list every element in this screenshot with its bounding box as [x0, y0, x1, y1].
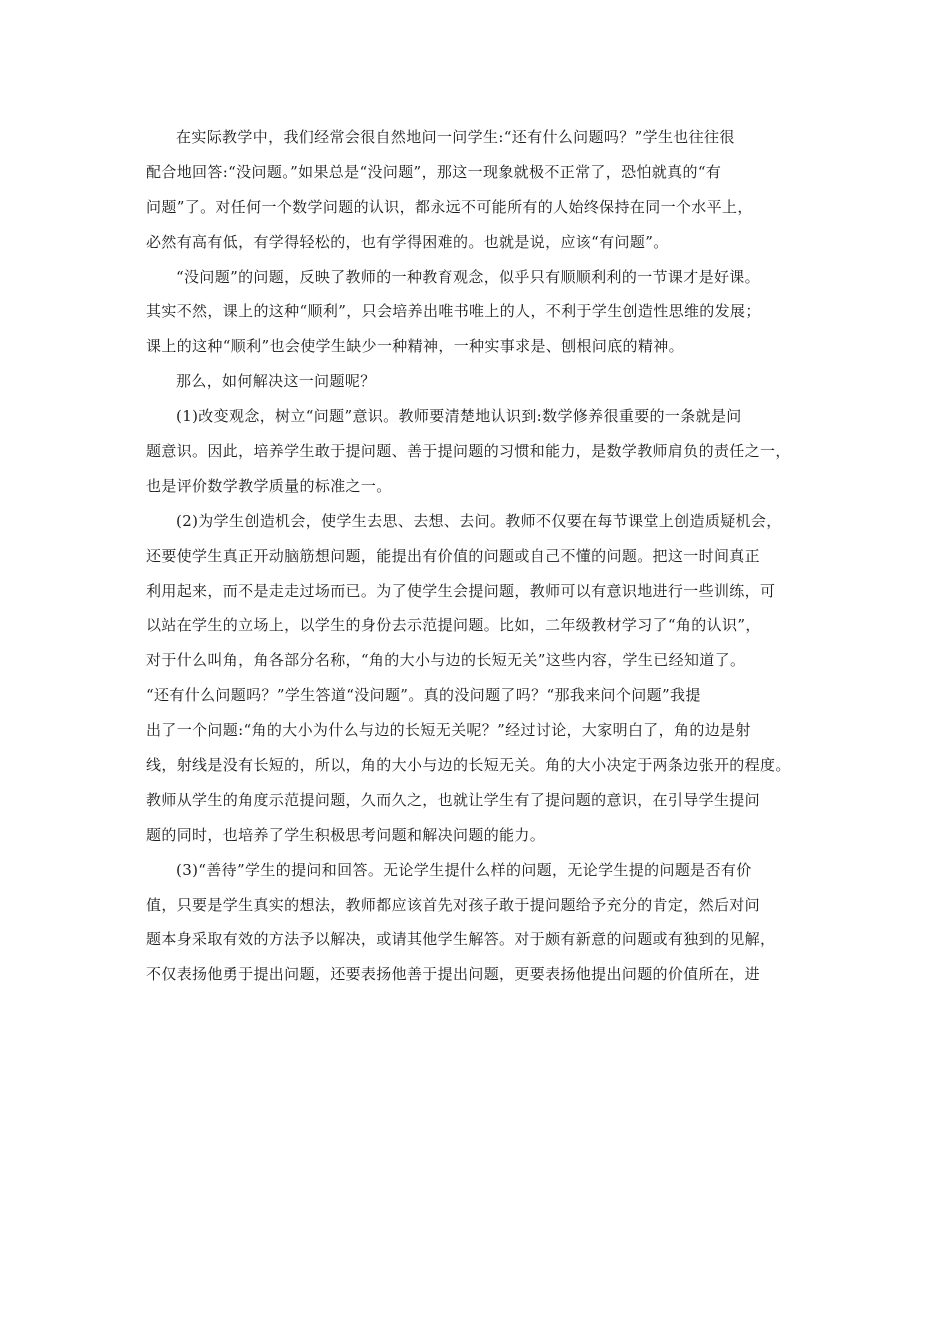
- document-body: [146, 120, 816, 992]
- text-line: 必然有高有低，有学得轻松的，也有学得困难的。也就是说，应该“有问题”。: [146, 232, 669, 251]
- text-line: 课上的这种“顺利”也会使学生缺少一种精神，一种实事求是、刨根问底的精神。: [146, 337, 684, 356]
- text-line: 那么，如何解决这一问题呢？: [176, 372, 376, 391]
- text-line: (2)为学生创造机会，使学生去思、去想、去问。教师不仅要在每节课堂上创造质疑机会，: [176, 511, 782, 530]
- text-line: 不仅表扬他勇于提出问题，还要表扬他善于提出问题，更要表扬他提出问题的价值所在，进: [146, 965, 761, 984]
- text-line: 对于什么叫角，角各部分名称，“角的大小与边的长短无关”这些内容，学生已经知道了。: [146, 651, 746, 670]
- text-line: 题意识。因此，培养学生敢于提问题、善于提问题的习惯和能力，是数学教师肩负的责任之一，: [146, 442, 791, 461]
- text-line: 其实不然，课上的这种“顺利”，只会培养出唯书唯上的人，不利于学生创造性思维的发展；: [146, 302, 761, 321]
- text-line: 利用起来，而不是走走过场而已。为了使学生会提问题，教师可以有意识地进行一些训练，可: [146, 581, 776, 600]
- text-line: 还要使学生真正开动脑筋想问题，能提出有价值的问题或自己不懂的问题。把这一时间真正: [146, 546, 761, 565]
- text-line: 教师从学生的角度示范提问题，久而久之，也就让学生有了提问题的意识，在引导学生提问: [146, 790, 761, 809]
- text-line: (3)“善待”学生的提问和回答。无论学生提什么样的问题，无论学生提的问题是否有价: [176, 860, 752, 879]
- text-line: 以站在学生的立场上，以学生的身份去示范提问题。比如，二年级教材学习了“角的认识”，: [146, 616, 761, 635]
- text-line: “没问题”的问题，反映了教师的一种教育观念，似乎只有顺顺利利的一节课才是好课。: [176, 267, 760, 286]
- text-line: 问题”了。对任何一个数学问题的认识，都永远不可能所有的人始终保持在同一个水平上，: [146, 197, 753, 216]
- text-line: 值，只要是学生真实的想法，教师都应该首先对孩子敢于提问题给予充分的肯定，然后对问: [146, 895, 761, 914]
- text-line: 也是评价数学教学质量的标准之一。: [146, 476, 392, 495]
- text-line: 出了一个问题:“角的大小为什么与边的长短无关呢？”经过讨论，大家明白了，角的边是射: [146, 721, 751, 740]
- text-line: 题本身采取有效的方法予以解决，或请其他学生解答。对于颇有新意的问题或有独到的见解，: [146, 930, 776, 949]
- text-line: 线，射线是没有长短的，所以，角的大小与边的长短无关。角的大小决定于两条边张开的程度。: [146, 756, 791, 775]
- text-line: “还有什么问题吗？”学生答道“没问题”。真的没问题了吗？“那我来问个问题”我提: [146, 686, 701, 705]
- text-line: (1)改变观念，树立“问题”意识。教师要清楚地认识到:数学修养很重要的一条就是问: [176, 407, 742, 426]
- text-line: 配合地回答:“没问题。”如果总是“没问题”，那这一现象就极不正常了，恐怕就真的“有: [146, 162, 722, 181]
- text-line: 在实际教学中，我们经常会很自然地问一问学生:“还有什么问题吗？”学生也往往很: [176, 128, 735, 146]
- text-line: 题的同时，也培养了学生积极思考问题和解决问题的能力。: [146, 825, 546, 844]
